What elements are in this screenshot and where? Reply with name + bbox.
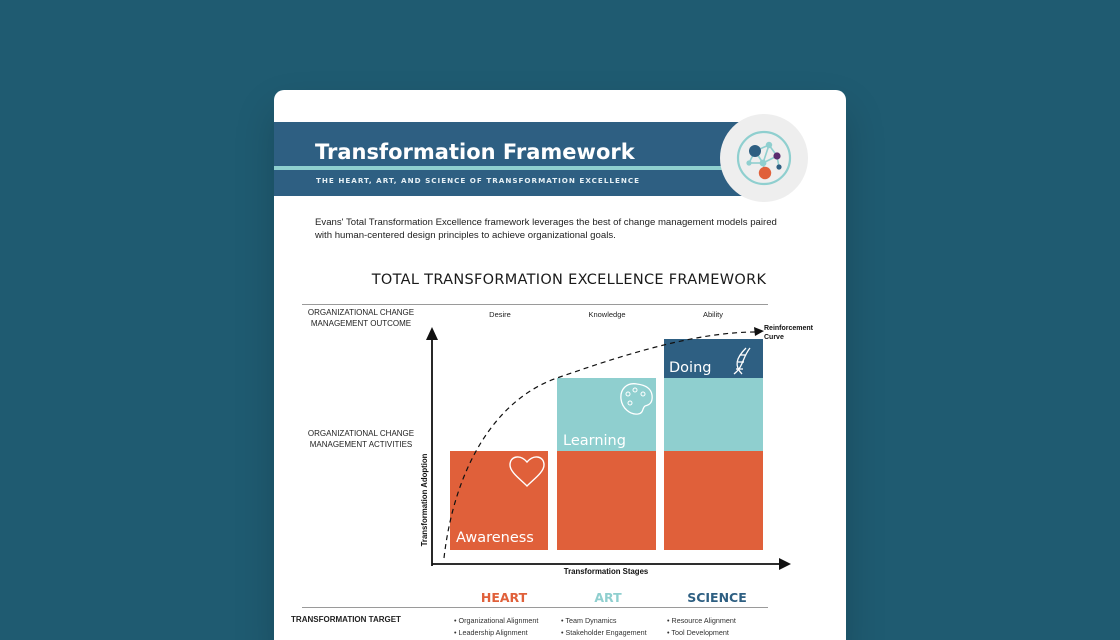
x-axis-arrow-icon [779, 558, 791, 570]
science-target-list [667, 615, 736, 638]
outcome-row-label: ORGANIZATIONAL CHANGE MANAGEMENT OUTCOME [307, 308, 415, 328]
document-card [274, 90, 846, 640]
intro-paragraph: Evans' Total Transformation Excellence framework leverages the best of change management models paired with human-centered design principles to achieve organizational goals. [315, 217, 777, 241]
category-heart: HEART [480, 590, 528, 605]
target-row-label: TRANSFORMATION TARGET [291, 615, 401, 624]
doing-label: Doing [669, 360, 712, 376]
learning-label: Learning [563, 433, 626, 449]
art-target-list [561, 615, 647, 638]
learning-base-box [557, 451, 656, 550]
list-item: • Resource Alignment [667, 616, 736, 625]
page-title: Transformation Framework [315, 140, 635, 164]
y-axis-label: Transformation Adoption [420, 453, 429, 547]
activities-row-label: ORGANIZATIONAL CHANGE MANAGEMENT ACTIVITIES [307, 429, 415, 449]
curve-label: Reinforcement Curve [764, 325, 814, 341]
bottom-divider [302, 607, 768, 608]
list-item: • Stakeholder Engagement [561, 627, 647, 637]
stage-label-desire: Desire [489, 310, 511, 319]
curve-label-wrap [764, 324, 826, 346]
category-science: SCIENCE [687, 590, 747, 605]
awareness-label: Awareness [456, 530, 534, 546]
list-item: • Tool Development [667, 627, 729, 637]
page-subtitle: THE HEART, ART, AND SCIENCE OF TRANSFORMATION EXCELLENCE [316, 176, 641, 185]
list-item: • Team Dynamics [561, 616, 617, 625]
y-axis-arrow-icon [426, 327, 438, 340]
list-item: • Organizational Alignment [454, 616, 539, 625]
x-axis-label: Transformation Stages [563, 567, 649, 576]
doing-base-box [664, 451, 763, 550]
stage-label-knowledge: Knowledge [588, 310, 626, 319]
framework-title: TOTAL TRANSFORMATION EXCELLENCE FRAMEWORK [371, 272, 767, 288]
category-art: ART [594, 590, 622, 605]
curve-arrow-icon [754, 327, 764, 336]
heart-target-list [454, 615, 538, 638]
framework-chart [274, 90, 846, 590]
doing-mid-box [664, 378, 763, 451]
list-item: • Leadership Alignment [454, 627, 528, 637]
stage-label-ability: Ability [702, 310, 723, 319]
